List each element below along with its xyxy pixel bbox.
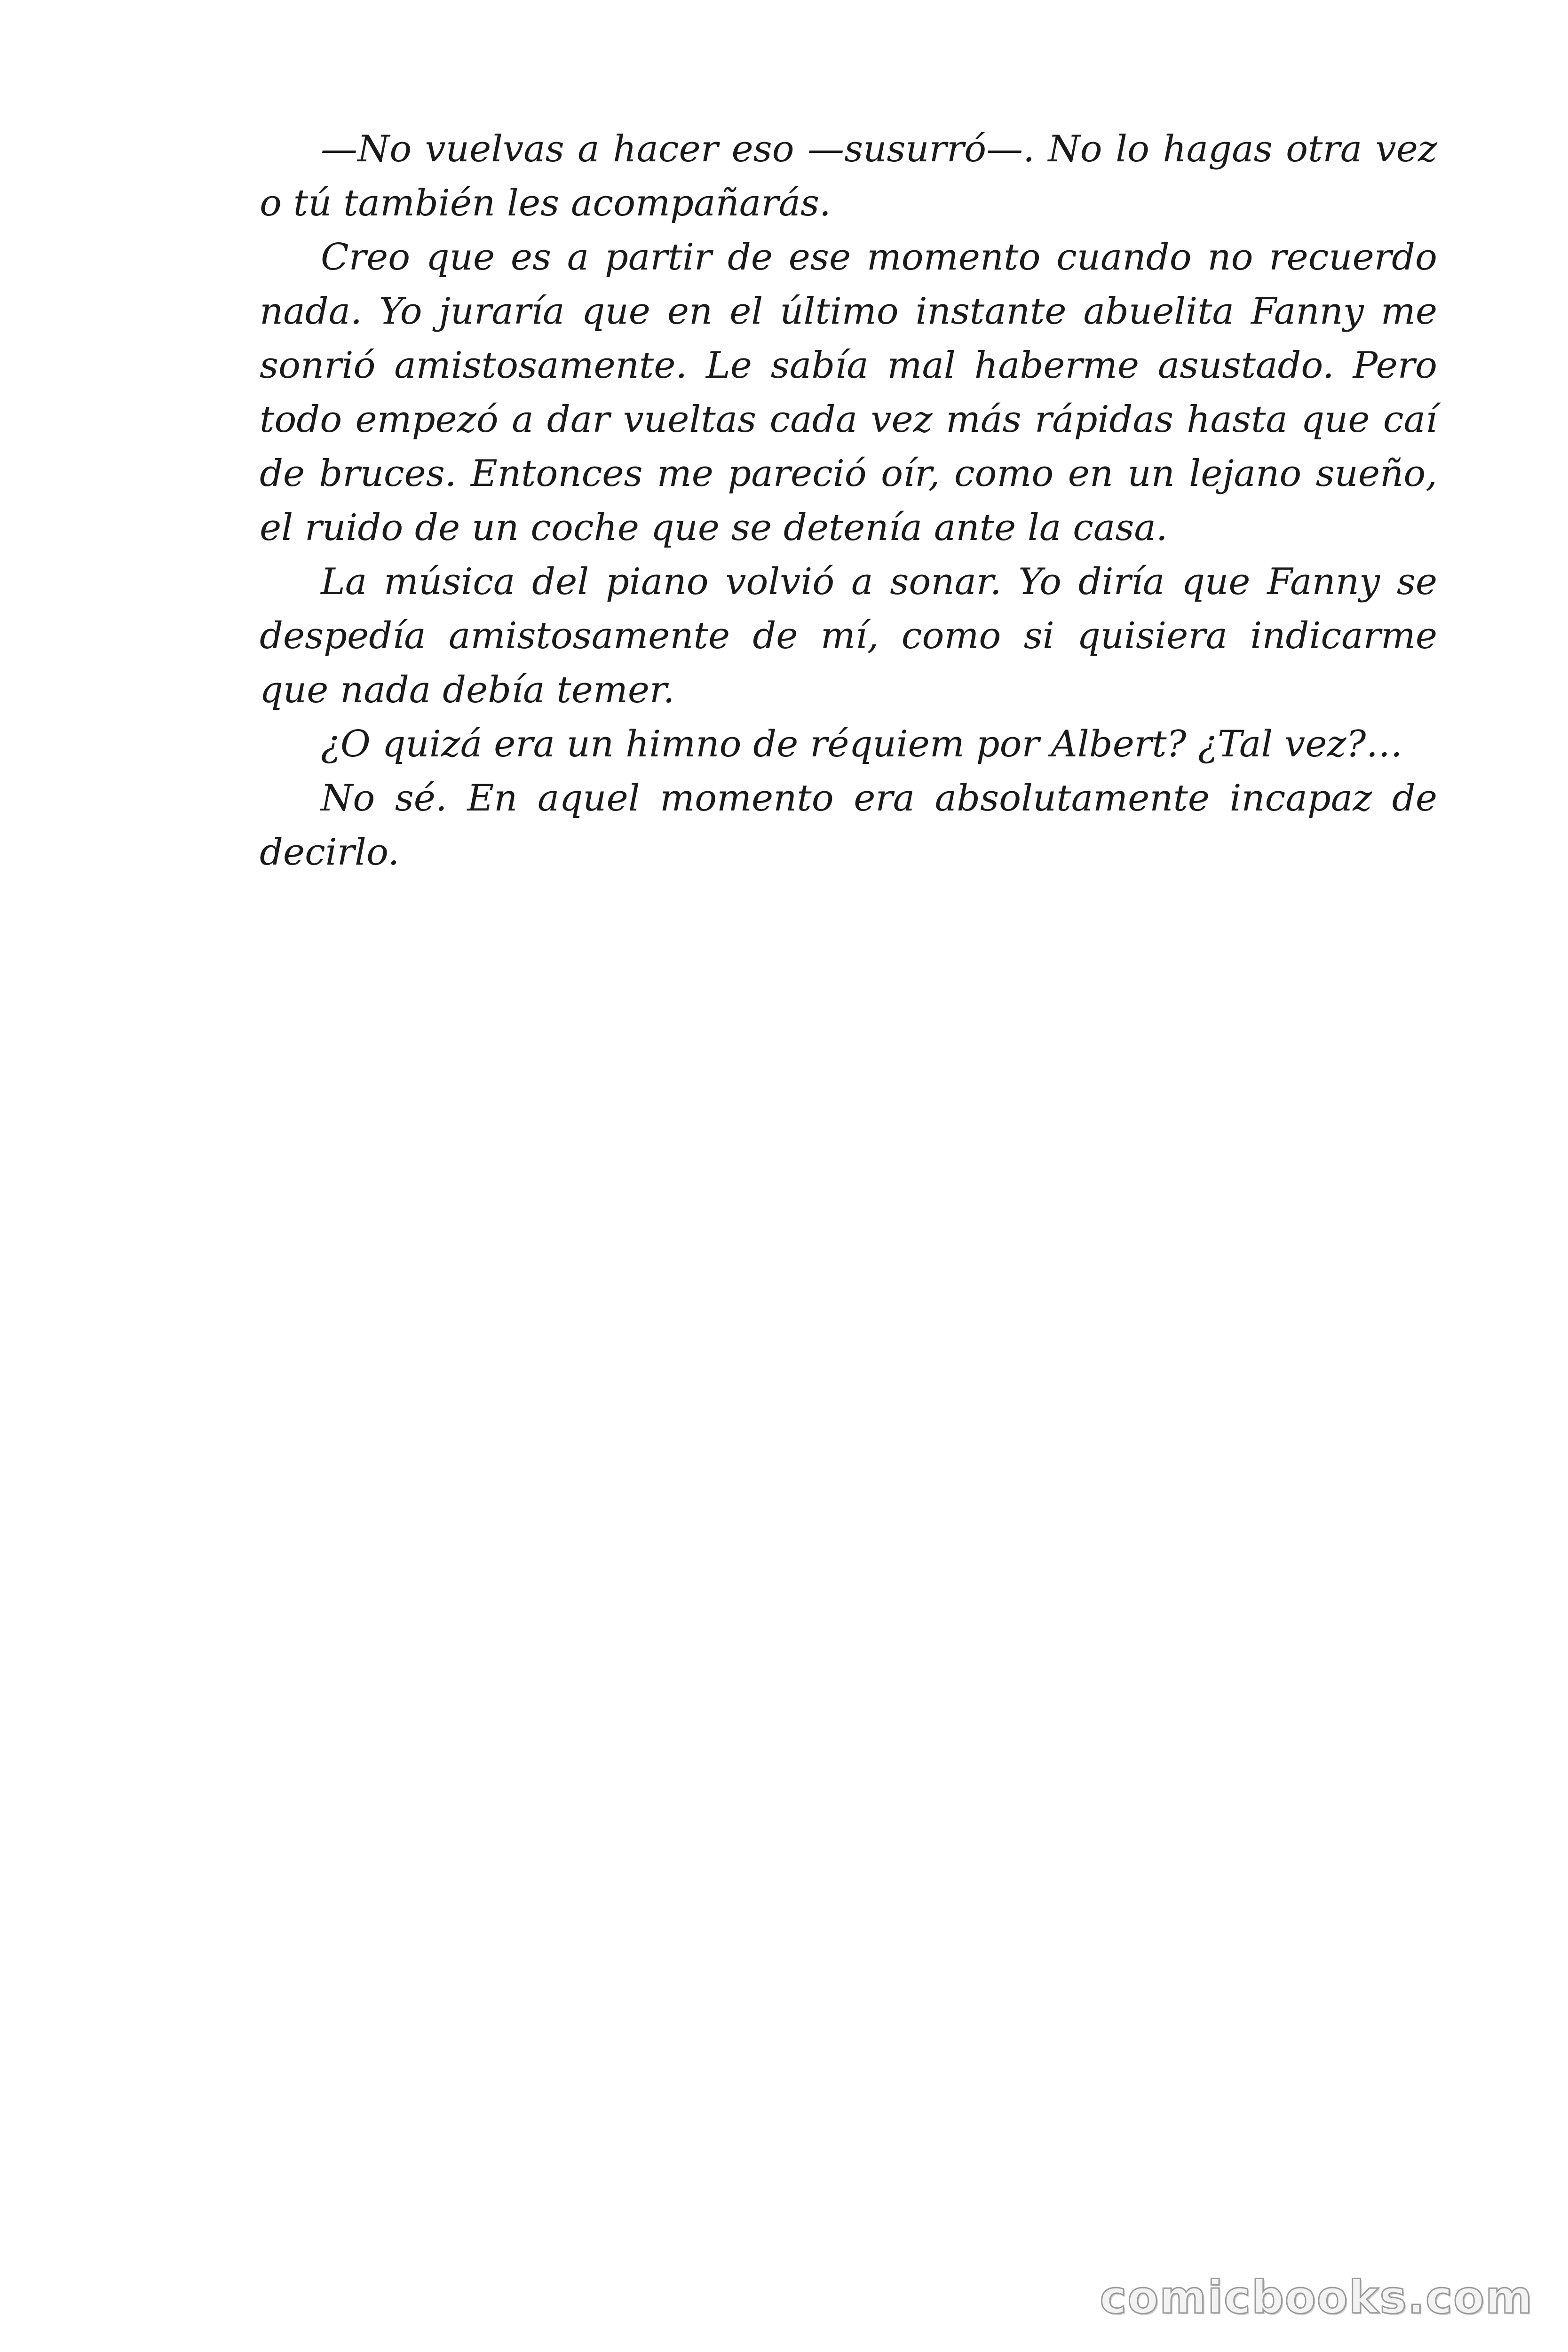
paragraph-4: ¿O quizá era un himno de réquiem por Albert? ¿Tal vez?… xyxy=(321,723,1403,765)
paragraph-5: No sé. En aquel momento era absolutamente incapaz de decirlo. xyxy=(260,777,1437,874)
paragraph-1: —No vuelvas a hacer eso —susurró—. No lo hagas otra vez o tú también les acompañarás. xyxy=(260,128,1437,224)
paragraph-3: La música del piano volvió a sonar. Yo diría que Fanny se despedía amistosamente de mí, como si quisiera indicarme que nada debía temer. xyxy=(260,561,1437,711)
paragraph-2: Creo que es a partir de ese momento cuando no recuerdo nada. Yo juraría que en el último instante abuelita Fanny me sonrió amistosamente. Le sabía mal haberme asustado. Pero todo empezó a dar vueltas cada vez más rápidas hasta que caí de bruces. Entonces me pareció oír, como en un lejano sueño, el ruido de un coche que se detenía ante la casa. xyxy=(260,236,1437,549)
body-text xyxy=(260,122,1437,880)
watermark: comicbooks.com xyxy=(1100,2271,1533,2324)
